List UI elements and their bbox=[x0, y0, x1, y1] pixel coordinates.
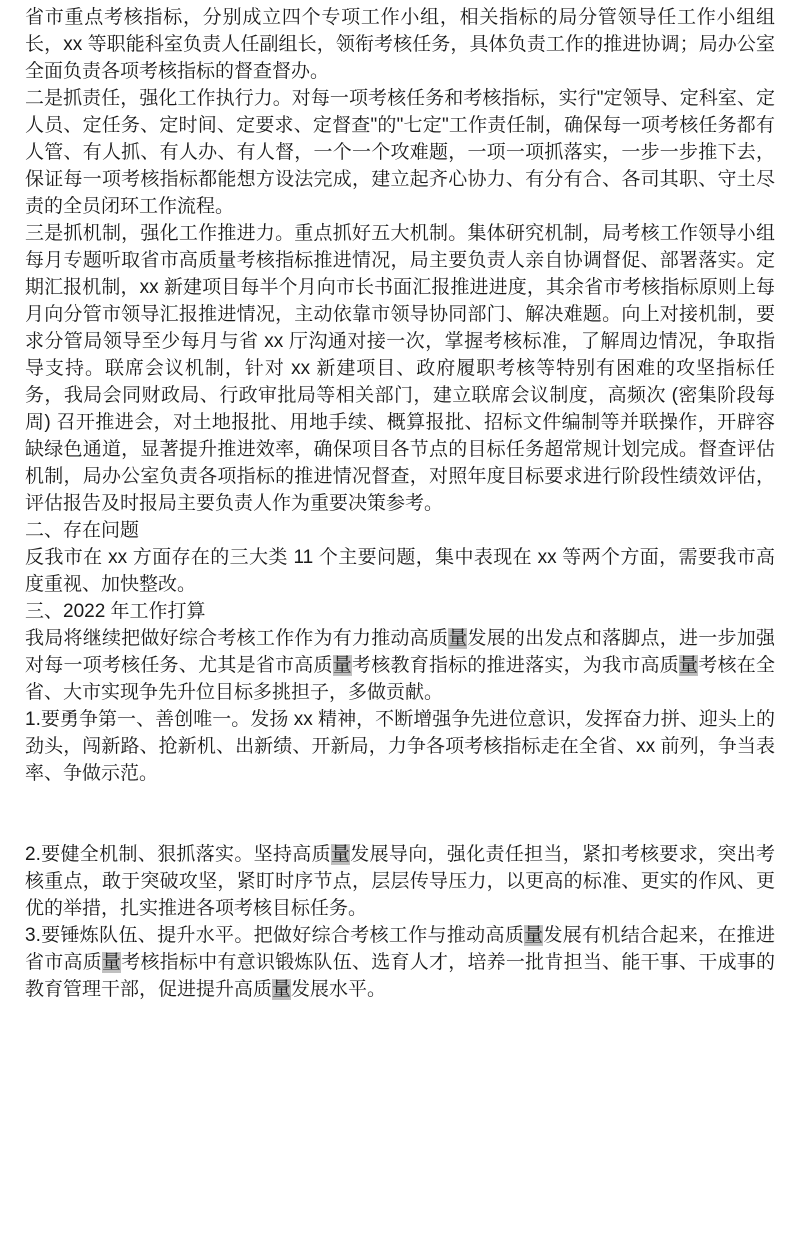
paragraph-mechanisms bbox=[25, 220, 775, 517]
text-run: 考核教育指标的推进落实，为我市高质 bbox=[352, 655, 680, 676]
text-run: 反我市在 xx 方面存在的三大类 11 个主要问题，集中表现在 xx 等两个方面，需要我市高度重视、加快整改。 bbox=[25, 547, 775, 595]
text-run: 二是抓责任，强化工作执行力。对每一项考核任务和考核指标，实行"定领导、定科室、定人员、定任务、定时间、定要求、定督查"的"七定"工作责任制，确保每一项考核任务都有人管、有人抓、有人办、有人督，一个一个攻难题，一项一项抓落实，一步一步推下去，保证每一项考核指标都能想方设法完成，建立起齐心协力、有分有合、各司其职、守土尽责的全员闭环工作流程。 bbox=[25, 88, 775, 217]
text-run: 发展有机结合起来，在推进省市高质 bbox=[25, 925, 775, 973]
text-run: 发展水平。 bbox=[291, 979, 387, 1000]
text-run: 三是抓机制，强化工作推进力。重点抓好五大机制。集体研究机制，局考核工作领导小组每月专题听取省市高质量考核指标推进情况，局主要负责人亲自协调督促、部署落实。定期汇报机制，xx 新建项目每半个月向市长书面汇报推进进度，其余省市考核指标原则上每月向分管市领导汇报推进情况，主动依靠市领导协同部门、解决难题。向上对接机制，要求分管局领导至少每月与省 xx 厅沟通对接一次，掌握考核标准，了解周边情况，争取指导支持。联席会议机制，针对 xx 新建项目、政府履职考核等特别有困难的攻坚指标任务，我局会同财政局、行政审批局等相关部门，建立联席会议制度，高频次 (密集阶段每周) 召开推进会，对土地报批、用地手续、概算报批、招标文件编制等并联操作，开辟容缺绿色通道，显著提升推进效率，确保项目各节点的目标任务超常规计划完成。督查评估机制，局办公室负责各项指标的推进情况督查，对照年度目标要求进行阶段性绩效评估，评估报告及时报局主要负责人作为重要决策参考。 bbox=[25, 223, 775, 514]
paragraph-responsibility bbox=[25, 85, 775, 220]
highlighted-char: 量 bbox=[448, 628, 468, 649]
highlighted-char: 量 bbox=[330, 844, 351, 865]
text-run: 1.要勇争第一、善创唯一。发扬 xx 精神，不断增强争先进位意识，发挥奋力拼、迎头上的劲头，闯新路、抢新机、出新绩、开新局，力争各项考核指标走在全省、xx 前列，争当表率、争做示范。 bbox=[25, 709, 775, 784]
text-run: 发展导向，强化责任担当，紧扣考核要求，突出考核重点，敢于突破攻坚，紧盯时序节点，层层传导压力，以更高的标准、更实的作风、更优的举措，扎实推进各项考核目标任务。 bbox=[25, 844, 775, 919]
heading-2022-plan bbox=[25, 598, 775, 625]
paragraph-plan-item-3 bbox=[25, 922, 775, 1003]
highlighted-char: 量 bbox=[332, 655, 353, 676]
text-run: 发展的出发点和落脚点，进一步加强对每一项考核任务、尤其是省市高质 bbox=[25, 628, 775, 676]
text-run: 3.要锤炼队伍、提升水平。把做好综合考核工作与推动高质 bbox=[25, 925, 525, 946]
paragraph-workgroups bbox=[25, 4, 775, 85]
text-run: 二、存在问题 bbox=[25, 520, 140, 541]
paragraph-plan-item-1 bbox=[25, 706, 775, 787]
text-run: 我局将继续把做好综合考核工作作为有力推动高质 bbox=[25, 628, 449, 649]
heading-problems bbox=[25, 517, 775, 544]
text-run: 考核在全省、大市实现争先升位目标多挑担子，多做贡献。 bbox=[25, 655, 775, 703]
highlighted-char: 量 bbox=[679, 655, 699, 676]
highlighted-char: 量 bbox=[524, 925, 544, 946]
paragraph-plan-intro bbox=[25, 625, 775, 706]
text-run: 考核指标中有意识锻炼队伍、选育人才，培养一批肯担当、能干事、干成事的教育管理干部，促进提升高质 bbox=[25, 952, 775, 1000]
highlighted-char: 量 bbox=[272, 979, 292, 1000]
highlighted-char: 量 bbox=[101, 952, 122, 973]
text-run: 省市重点考核指标，分别成立四个专项工作小组，相关指标的局分管领导任工作小组组长，xx 等职能科室负责人任副组长，领衔考核任务，具体负责工作的推进协调；局办公室全面负责各项考核指标的督查督办。 bbox=[25, 7, 775, 82]
text-run: 2.要健全机制、狠抓落实。坚持高质 bbox=[25, 844, 331, 865]
paragraph-gap bbox=[25, 787, 775, 841]
text-run: 三、2022 年工作打算 bbox=[25, 601, 206, 622]
paragraph-plan-item-2 bbox=[25, 841, 775, 922]
paragraph-problems bbox=[25, 544, 775, 598]
